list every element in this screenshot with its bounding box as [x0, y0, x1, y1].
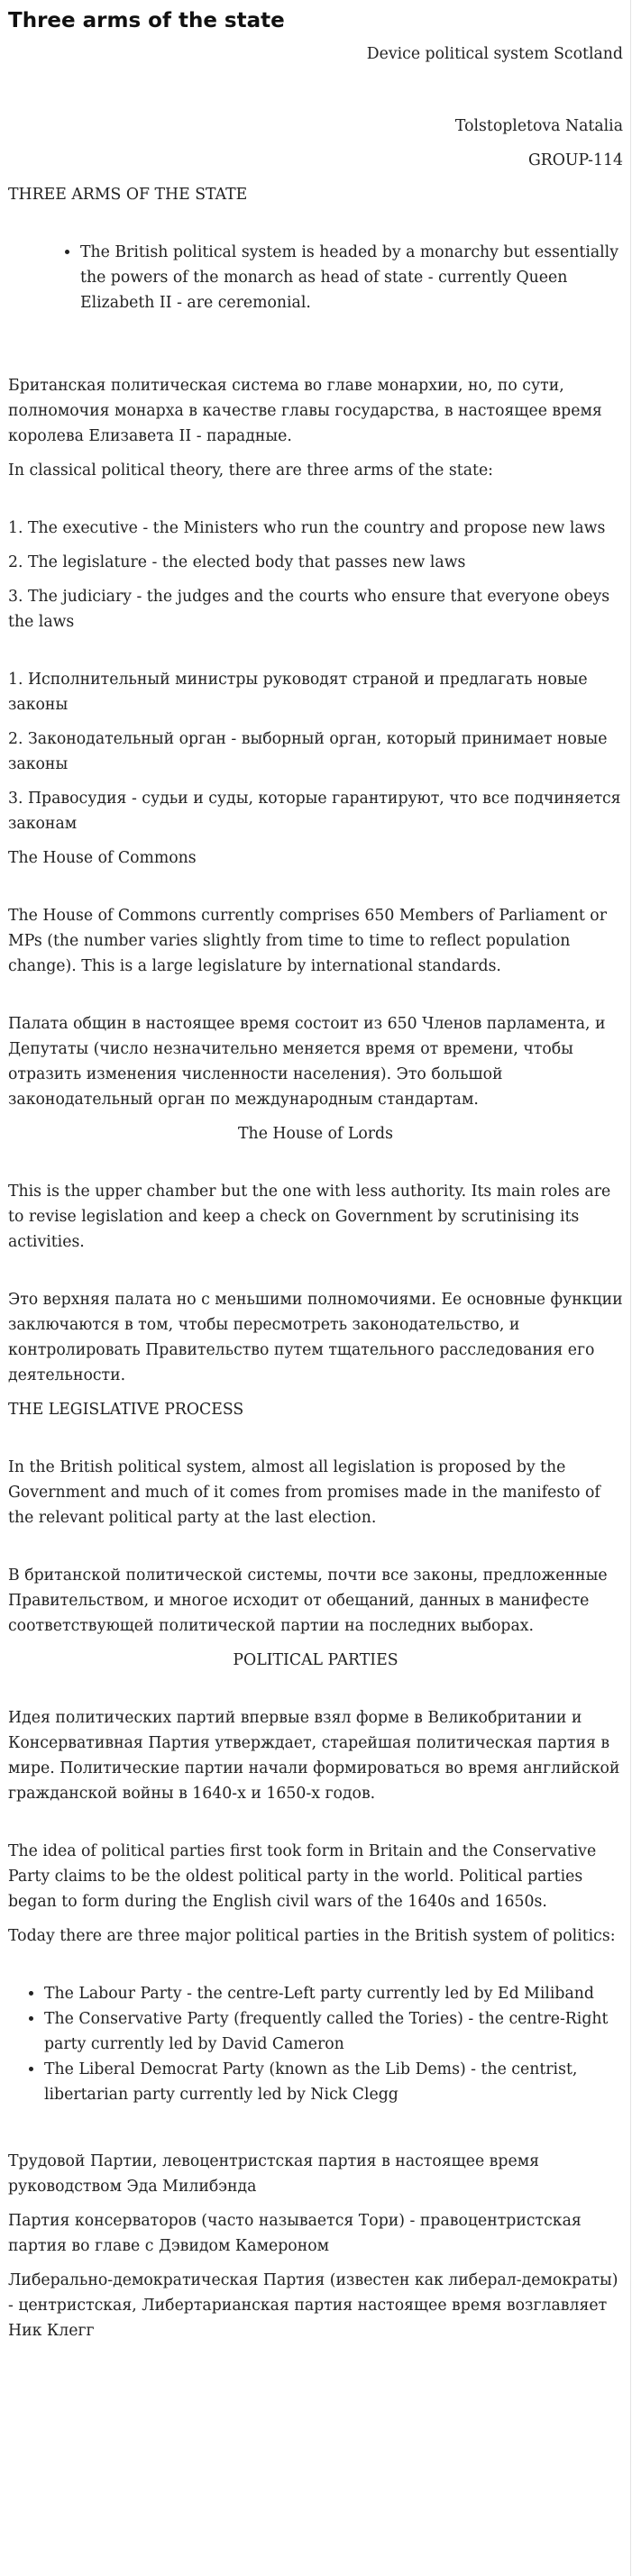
parties-today: Today there are three major political parties in the British system of politics:: [8, 1927, 616, 1945]
lords-heading: The House of Lords: [238, 1125, 393, 1143]
monarchy-list: [8, 240, 623, 315]
list-item-labour: • The Labour Party - the centre-Left party currently led by Ed Miliband: [44, 1981, 623, 2006]
page-border: [630, 0, 631, 2576]
list-item: • The British political system is headed by a monarchy but essentially the powers of the monarch as head of state - currently Queen Elizabeth II - are ceremonial.: [80, 240, 623, 315]
arm-legislature-ru: 2. Законодательный орган - выборный орган, который принимает новые законы: [8, 730, 608, 773]
arm-executive: 1. The executive - the Ministers who run the country and propose new laws: [8, 519, 606, 537]
document-subtitle: Device political system Scotland: [366, 45, 623, 63]
group-label: GROUP-114: [527, 151, 623, 169]
libdem-paragraph-ru: Либерально-демократическая Партия (известен как либерал-демократы) - центристская, Либертарианская партия настоящее время возглавляет Ник Клегг: [8, 2271, 618, 2340]
arm-judiciary: 3. The judiciary - the judges and the courts who ensure that everyone obeys the laws: [8, 588, 610, 631]
conservative-paragraph-ru: Партия консерваторов (часто называется Тори) - правоцентристская партия во главе с Дэвидом Камероном: [8, 2212, 582, 2255]
legislative-paragraph-ru: В британской политической системы, почти все законы, предложенные Правительством, и многое исходит от обещаний, данных в манифесте соответствующей политической партии на последних выборах.: [8, 1567, 608, 1635]
arm-judiciary-ru: 3. Правосудия - судьи и суды, которые гарантируют, что все подчиняется законам: [8, 790, 621, 833]
legislative-heading: THE LEGISLATIVE PROCESS: [8, 1401, 244, 1419]
arm-executive-ru: 1. Исполнительный министры руководят страной и предлагать новые законы: [8, 671, 588, 714]
parties-paragraph-ru: Идея политических партий впервые взял форме в Великобритании и Консервативная Партия утверждает, старейшая политическая партия в мире. Политические партии начали формироваться во время английской гражданской войны в 1640-х и 1650-х годов.: [8, 1709, 620, 1803]
arm-legislature: 2. The legislature - the elected body that passes new laws: [8, 553, 466, 571]
parties-paragraph-en: The idea of political parties first took form in Britain and the Conservative Party claims to be the oldest political party in the world. Political parties began to form during the English civil wars of the 1640s and 1650s.: [8, 1842, 597, 1911]
lords-paragraph-ru: Это верхняя палата но с меньшими полномочиями. Ее основные функции заключаются в том, чтобы пересмотреть законодательство, и контролировать Правительство путем тщательного расследования его деятельности.: [8, 1291, 623, 1384]
parties-list: [8, 1981, 623, 2107]
classical-intro: In classical political theory, there are three arms of the state:: [8, 461, 493, 480]
list-item-libdem: • The Liberal Democrat Party (known as the Lib Dems) - the centrist, libertarian party currently led by Nick Clegg: [44, 2057, 623, 2107]
parties-heading: POLITICAL PARTIES: [233, 1651, 398, 1669]
legislative-paragraph-en: In the British political system, almost all legislation is proposed by the Government and much of it comes from promises made in the manifesto of the relevant political party at the last election.: [8, 1458, 600, 1527]
list-item-conservative: • The Conservative Party (frequently called the Tories) - the centre-Right party currently led by David Cameron: [44, 2006, 623, 2057]
monarchy-paragraph-ru: Британская политическая система во главе монархии, но, по сути, полномочия монарха в качестве главы государства, в настоящее время королева Елизавета II - парадные.: [8, 377, 602, 445]
commons-heading: The House of Commons: [8, 849, 197, 867]
lords-paragraph-en: This is the upper chamber but the one with less authority. Its main roles are to revise legislation and keep a check on Government by scrutinising its activities.: [8, 1183, 611, 1251]
commons-paragraph-ru: Палата общин в настоящее время состоит из 650 Членов парламента, и Депутаты (число незначительно меняется время от времени, чтобы отразить изменения численности населения). Это большой законодательный орган по международным стандартам.: [8, 1015, 606, 1109]
arms-heading: THREE ARMS OF THE STATE: [8, 186, 248, 204]
commons-paragraph-en: The House of Commons currently comprises 650 Members of Parliament or MPs (the number varies slightly from time to time to reflect population change). This is a large legislature by international standards.: [8, 907, 607, 975]
author-name: Tolstopletova Natalia: [454, 117, 623, 135]
labour-paragraph-ru: Трудовой Партии, левоцентристская партия в настоящее время руководством Эда Милибэнда: [8, 2152, 540, 2196]
page-title: Three arms of the state: [8, 9, 285, 32]
